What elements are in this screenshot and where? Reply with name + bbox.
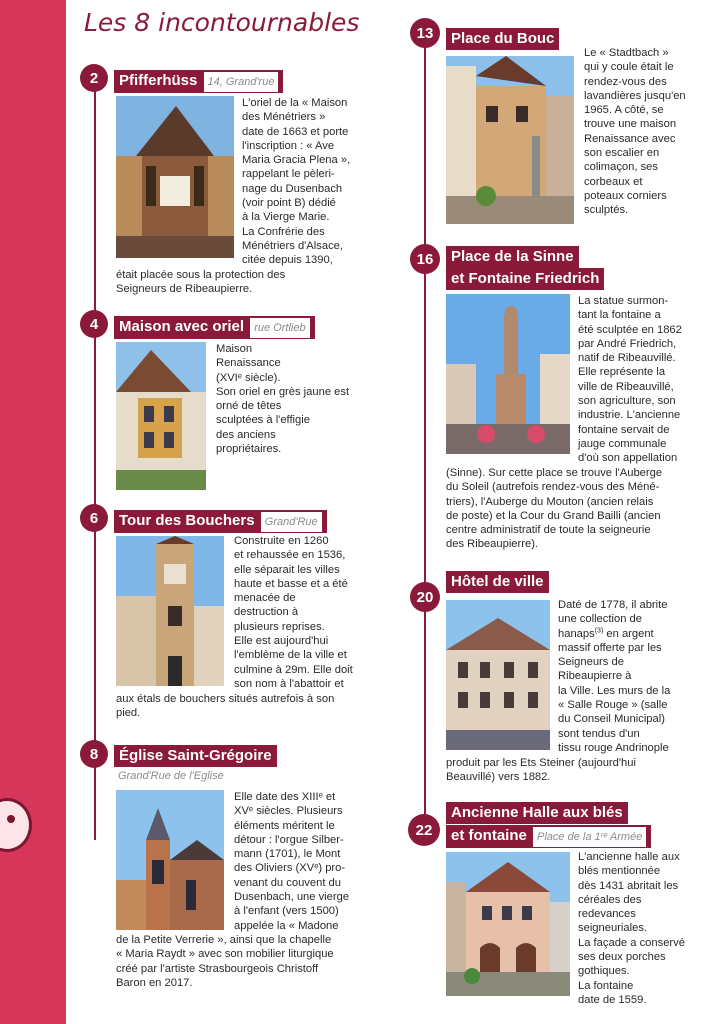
text-line: sont tendus d'un (558, 727, 640, 740)
text-line: (XVIᵉ siècle). (216, 371, 281, 384)
item-name-line2: et Fontaine Friedrich (451, 270, 600, 287)
text-line: était placée sous la protection des (116, 269, 286, 281)
text-line: (voir point B) dédié (242, 197, 336, 210)
text-line: à l'enfant (vers 1500) (234, 905, 339, 918)
text-word: hanaps (558, 627, 595, 640)
text-line: Ménétriers d'Alsace, (242, 239, 343, 252)
item-address: rue Ortlieb (250, 318, 309, 338)
text-line: plusieurs reprises. (234, 620, 325, 633)
page-title: Les 8 incontournables (84, 8, 360, 37)
item-address: Place de la 1ʳᵉ Armée (533, 827, 646, 847)
item-address: 14, Grand'rue (204, 72, 279, 92)
text-line: Maria Gracia Plena », (242, 154, 351, 167)
item-description-full (446, 756, 718, 785)
text-line: L'oriel de la « Maison (242, 97, 348, 109)
text-line: Elle est aujourd'hui (234, 635, 329, 648)
text-line: citée depuis 1390, (242, 254, 333, 267)
footnote-ref: (3) (594, 626, 604, 634)
text-line: trouve une maison (584, 118, 677, 131)
item-description (578, 294, 713, 466)
item-number-badge: 8 (80, 740, 108, 768)
text-line: et rehaussée en 1536, (234, 549, 346, 562)
photo-halle-aux-bles (446, 852, 570, 996)
text-line: Ribeaupierre à (558, 670, 632, 683)
item-name: Hôtel de ville (451, 573, 544, 590)
text-line: Construite en 1260 (234, 535, 329, 547)
item-title (114, 510, 327, 533)
item-title-line2 (446, 268, 604, 290)
photo-tour-bouchers (116, 536, 224, 686)
item-name: Pfifferhüss (119, 72, 198, 89)
text-line: seigneuriales. (578, 922, 648, 935)
text-line: Seigneurs de Ribeaupierre. (116, 283, 253, 296)
item-number-badge: 20 (410, 582, 440, 612)
text-line: sculptés. (584, 204, 629, 217)
text-line: son nom à l'abattoir et (234, 677, 344, 690)
text-line: à la Vierge Marie. (242, 211, 330, 224)
text-line: La fontaine (578, 979, 634, 992)
text-line: gothiques. (578, 965, 630, 978)
item-description (578, 850, 713, 1007)
text-line: dès 1431 abritait les (578, 879, 679, 892)
text-line: XVᵉ siècles. Plusieurs (234, 805, 343, 818)
text-line: l'emblème de la ville et (234, 649, 347, 662)
text-line: la Ville. Les murs de la (558, 684, 671, 697)
text-line: culmine à 29m. Elle doit (234, 663, 353, 676)
text-line: La Confrérie des (242, 225, 325, 238)
text-line: centre administratif de toute la seigneurie (446, 524, 651, 537)
left-sidebar-band (0, 0, 66, 1024)
text-line: « Maria Raydt » avec son mobilier liturgique (116, 948, 334, 961)
item-title (114, 70, 283, 93)
text-line: poteaux corniers (584, 189, 667, 202)
item-description (558, 598, 708, 755)
text-line: des Oliviers (XVᵉ) pro- (234, 862, 346, 875)
item-title (114, 745, 277, 767)
item-number-badge: 6 (80, 504, 108, 532)
text-line: appelée la « Madone (234, 919, 339, 932)
item-description-full (116, 692, 386, 721)
item-number-badge: 16 (410, 244, 440, 274)
text-line: Dusenbach, une vierge (234, 891, 350, 904)
item-description-full (446, 466, 718, 552)
text-line: du Soleil (autrefois rendez-vous des Méné- (446, 481, 660, 494)
text-line: date de 1559. (578, 993, 647, 1006)
text-line: du Conseil Municipal) (558, 713, 665, 726)
text-line: par André Friedrich, (578, 337, 677, 350)
item-name: Ancienne Halle aux blés (451, 804, 623, 821)
item-description (584, 46, 709, 218)
text-line: une collection de (558, 613, 642, 626)
text-line: La statue surmon- (578, 295, 669, 307)
item-name: Église Saint-Grégoire (119, 747, 272, 764)
item-name: Place du Bouc (451, 30, 555, 47)
item-description-full (116, 268, 386, 297)
text-line: ville de Ribeauvillé, (578, 380, 674, 393)
text-line: L'ancienne halle aux (578, 851, 680, 863)
text-line: Seigneurs de (558, 656, 624, 669)
text-line: Son oriel en grès jaune est (216, 385, 350, 398)
item-name: Maison avec oriel (119, 318, 245, 335)
item-name: Tour des Bouchers (119, 512, 255, 529)
item-description (242, 96, 372, 268)
text-line: blés mentionnée (578, 865, 661, 878)
text-line: son escalier en (584, 147, 660, 160)
text-line: natif de Ribeauvillé. (578, 352, 676, 365)
text-line: Beauvillé) vers 1882. (446, 771, 551, 784)
text-line: éléments méritent le (234, 819, 335, 832)
text-line: produit par les Ets Steiner (aujourd'hui (446, 757, 636, 769)
text-line: de poste) et la Cour du Grand Bailli (ancien (446, 509, 661, 522)
item-title (114, 316, 315, 339)
text-line: Le « Stadtbach » (584, 47, 669, 59)
text-line: industrie. L'ancienne (578, 409, 681, 422)
text-line: colimaçon, ses (584, 161, 658, 174)
text-line: ses deux porches (578, 951, 666, 964)
text-line: venant du couvent du (234, 876, 341, 889)
timeline-line-left (94, 80, 96, 840)
item-description (216, 342, 386, 456)
text-line: mann (1701), le Mont (234, 848, 341, 861)
text-line: Maison (216, 343, 253, 355)
text-line: d'où son appellation (578, 452, 678, 465)
text-line: corbeaux et (584, 175, 643, 188)
text-line: Baron en 2017. (116, 976, 193, 989)
item-name-line2: et fontaine (451, 827, 527, 844)
item-number-badge: 22 (408, 814, 440, 846)
item-description (234, 534, 384, 691)
text-line: Renaissance (216, 357, 281, 370)
text-line: des Ménétriers » (242, 111, 326, 124)
text-line: été sculptée en 1862 (578, 323, 682, 336)
text-line: nage du Dusenbach (242, 182, 343, 195)
item-number-badge: 4 (80, 310, 108, 338)
photo-pfifferhuss (116, 96, 234, 258)
text-line: qui y coule était le (584, 61, 674, 74)
item-name: Place de la Sinne (451, 248, 574, 265)
item-title-line2 (446, 825, 651, 848)
item-title (446, 571, 549, 593)
text-line: « Salle Rouge » (salle (558, 699, 668, 712)
text-line (558, 627, 708, 641)
item-description-full (116, 933, 396, 990)
text-line: l'inscription : « Ave (242, 139, 335, 152)
text-line: détour : l'orgue Silber- (234, 833, 344, 846)
photo-place-de-la-sinne (446, 294, 570, 454)
text-line: de la Petite Verrerie », ainsi que la chapelle (116, 934, 332, 946)
item-address: Grand'Rue de l'Eglise (118, 770, 224, 782)
item-title (446, 246, 579, 268)
text-line: triers), l'Auberge du Mouton (ancien relais (446, 495, 654, 508)
item-number-badge: 13 (410, 18, 440, 48)
photo-place-du-bouc (446, 56, 574, 224)
text-line: redevances (578, 908, 636, 921)
text-line: son agriculture, son (578, 395, 676, 408)
text-line: tant la fontaine a (578, 309, 661, 322)
text-line: créé par l'artiste Strasbourgeois Christoff (116, 962, 319, 975)
text-line: elle séparait les villes (234, 563, 340, 576)
text-line: destruction à (234, 606, 299, 619)
text-line: Renaissance avec (584, 132, 676, 145)
photo-hotel-de-ville (446, 600, 550, 750)
text-line: rappelant le pèleri- (242, 168, 335, 181)
text-line: 1965. A côté, se (584, 104, 664, 117)
item-title (446, 802, 628, 824)
text-line: La façade a conservé (578, 936, 685, 949)
photo-maison-oriel (116, 342, 206, 490)
text-line: des anciens (216, 428, 276, 441)
text-line: haute et basse et a été (234, 577, 348, 590)
text-line: date de 1663 et porte (242, 125, 349, 138)
text-line: céréales des (578, 893, 642, 906)
timeline-line-right (424, 40, 426, 840)
text-line: orné de têtes (216, 400, 282, 413)
photo-eglise-saint-gregoire (116, 790, 224, 930)
item-number-badge: 2 (80, 64, 108, 92)
text-line: sculptées à l'effigie (216, 414, 310, 427)
text-line: jauge communale (578, 437, 667, 450)
item-address: Grand'Rue (261, 512, 322, 532)
text-line: Daté de 1778, il abrite (558, 599, 668, 611)
text-line: (Sinne). Sur cette place se trouve l'Auberge (446, 467, 663, 479)
text-line: Elle date des XIIIᵉ et (234, 791, 336, 803)
text-line: massif offerte par les (558, 641, 662, 654)
text-line: pied. (116, 707, 141, 720)
text-line: propriétaires. (216, 443, 282, 456)
text-line: tissu rouge Andrinople (558, 741, 669, 754)
text-line: aux étals de bouchers situés autrefois à son (116, 693, 335, 705)
text-line: lavandières jusqu'en (584, 89, 686, 102)
text-line: fontaine servait de (578, 423, 670, 436)
item-description (234, 790, 384, 933)
text-line: Elle représente la (578, 366, 666, 379)
text-line: rendez-vous des (584, 75, 667, 88)
item-title (446, 28, 559, 50)
text-line: menacée de (234, 592, 296, 605)
text-word: en argent (603, 627, 654, 640)
text-line: des Ribeaupierre). (446, 538, 539, 551)
